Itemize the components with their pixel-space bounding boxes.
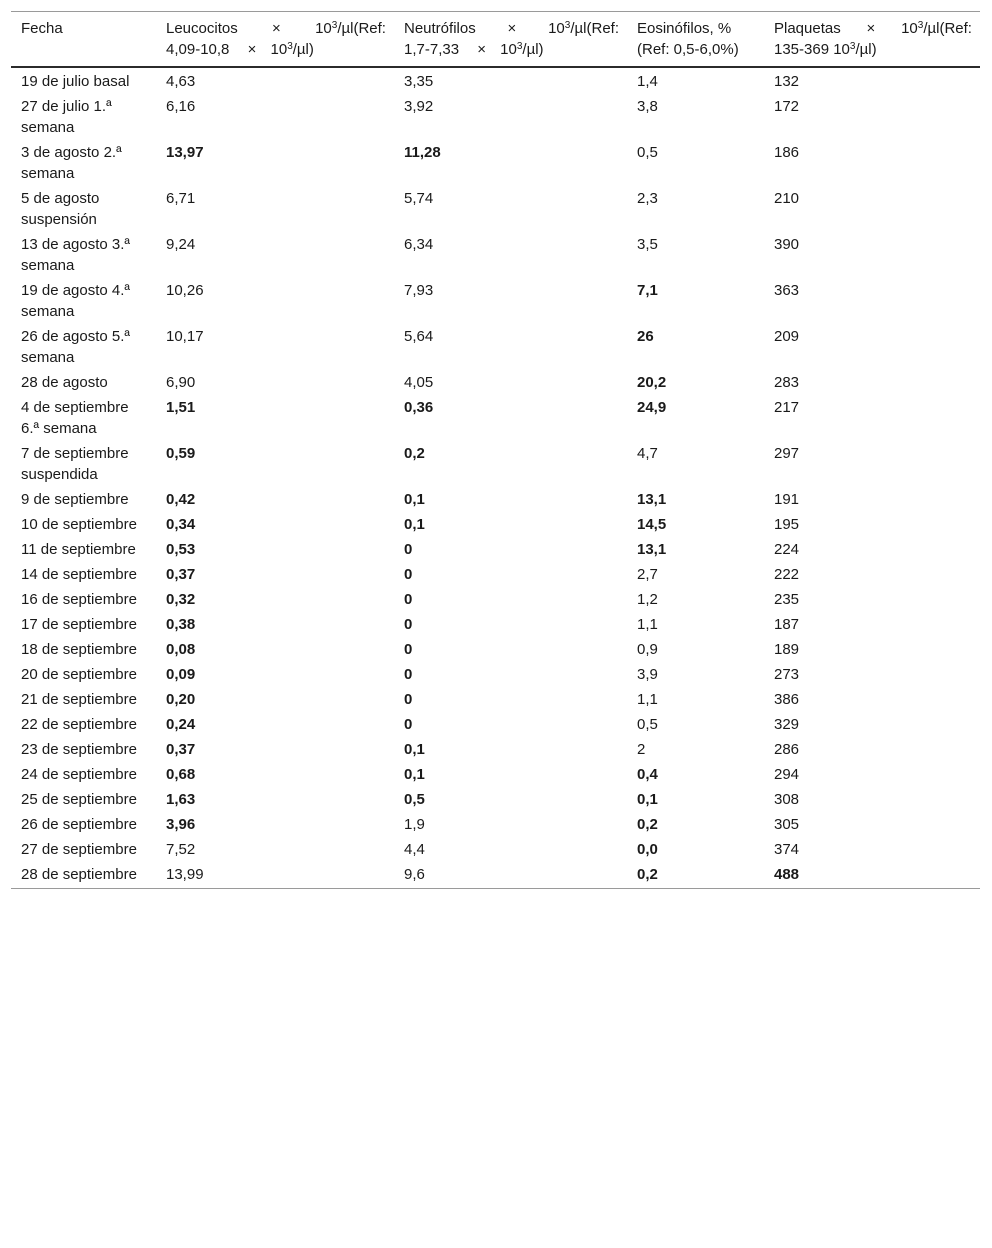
- cell-eosinofilos: 0,2: [637, 816, 658, 833]
- table-row: [11, 735, 980, 760]
- header-neutrofilos-ref-base: 10: [500, 41, 517, 58]
- cell-neutrofilos: 4,05: [404, 374, 434, 391]
- table-row: [11, 510, 980, 535]
- cell-leucocitos: 13,97: [166, 144, 204, 161]
- cell-fecha: 24 de septiembre: [21, 766, 137, 783]
- cell-fecha: 21 de septiembre: [21, 691, 137, 708]
- header-neutrofilos-ref: 1,7-7,33: [404, 41, 460, 58]
- cell-eosinofilos: 24,9: [637, 399, 667, 416]
- table-row: [11, 485, 980, 510]
- cell-plaquetas: 297: [774, 445, 800, 462]
- cell-fecha: 13 de agosto 3.ª semana: [21, 236, 130, 274]
- cell-neutrofilos: 9,6: [404, 866, 425, 883]
- cell-neutrofilos: 3,35: [404, 73, 434, 90]
- header-plaquetas: [764, 12, 980, 68]
- cell-neutrofilos: 3,92: [404, 98, 434, 115]
- table-row: [11, 660, 980, 685]
- cell-fecha: 10 de septiembre: [21, 516, 137, 533]
- cell-neutrofilos: 4,4: [404, 841, 425, 858]
- cell-neutrofilos: 0,1: [404, 516, 425, 533]
- cell-fecha: 27 de julio 1.ª semana: [21, 98, 112, 136]
- table-row: [11, 276, 980, 322]
- cell-leucocitos: 0,37: [166, 741, 196, 758]
- cell-fecha: 17 de septiembre: [21, 616, 137, 633]
- cell-plaquetas: 187: [774, 616, 800, 633]
- cell-eosinofilos: 13,1: [637, 541, 667, 558]
- table-row: [11, 322, 980, 368]
- header-plaquetas-tail: /µl(Ref:: [923, 20, 972, 37]
- cell-leucocitos: 0,20: [166, 691, 196, 708]
- header-eosinofilos-label: Eosinófilos, %: [637, 20, 732, 37]
- cell-fecha: 28 de agosto: [21, 374, 108, 391]
- header-plaquetas-exp: 3: [917, 20, 924, 31]
- cell-fecha: 4 de septiembre 6.ª semana: [21, 399, 129, 437]
- table-row: [11, 635, 980, 660]
- cell-eosinofilos: 20,2: [637, 374, 667, 391]
- cell-plaquetas: 222: [774, 566, 800, 583]
- header-leucocitos-ref: 4,09-10,8: [166, 41, 230, 58]
- cell-eosinofilos: 1,1: [637, 616, 658, 633]
- cell-eosinofilos: 14,5: [637, 516, 667, 533]
- cell-eosinofilos: 3,5: [637, 236, 658, 253]
- cell-eosinofilos: 0,0: [637, 841, 658, 858]
- table-row: [11, 760, 980, 785]
- header-leucocitos: [156, 12, 394, 68]
- header-fecha-label: Fecha: [21, 20, 63, 37]
- header-leucocitos-ref-tail: /µl): [292, 41, 314, 58]
- header-neutrofilos-label: Neutrófilos: [404, 20, 476, 37]
- cell-plaquetas: 235: [774, 591, 800, 608]
- cell-plaquetas: 386: [774, 691, 800, 708]
- cell-plaquetas: 172: [774, 98, 800, 115]
- cell-neutrofilos: 1,9: [404, 816, 425, 833]
- cell-eosinofilos: 1,2: [637, 591, 658, 608]
- cell-plaquetas: 132: [774, 73, 800, 90]
- cell-leucocitos: 9,24: [166, 236, 196, 253]
- lab-results-table-container: [11, 11, 980, 889]
- table-row: [11, 860, 980, 889]
- cell-fecha: 3 de agosto 2.ª semana: [21, 144, 122, 182]
- cell-plaquetas: 374: [774, 841, 800, 858]
- cell-neutrofilos: 7,93: [404, 282, 434, 299]
- header-row: [11, 12, 980, 68]
- cell-leucocitos: 0,42: [166, 491, 196, 508]
- cell-fecha: 16 de septiembre: [21, 591, 137, 608]
- table-row: [11, 835, 980, 860]
- cell-plaquetas: 273: [774, 666, 800, 683]
- cell-leucocitos: 0,24: [166, 716, 196, 733]
- cell-eosinofilos: 26: [637, 328, 654, 345]
- cell-eosinofilos: 4,7: [637, 445, 658, 462]
- cell-plaquetas: 488: [774, 866, 800, 883]
- cell-plaquetas: 189: [774, 641, 800, 658]
- cell-leucocitos: 0,09: [166, 666, 196, 683]
- cell-fecha: 26 de septiembre: [21, 816, 137, 833]
- header-neutrofilos-ref-times: ×: [477, 41, 486, 58]
- cell-eosinofilos: 0,5: [637, 716, 658, 733]
- cell-eosinofilos: 1,4: [637, 73, 658, 90]
- table-row: [11, 92, 980, 138]
- header-leucocitos-ref-exp: 3: [287, 41, 293, 52]
- cell-eosinofilos: 2,7: [637, 566, 658, 583]
- cell-plaquetas: 363: [774, 282, 800, 299]
- header-neutrofilos-ref-tail: /µl): [522, 41, 544, 58]
- cell-neutrofilos: 0,1: [404, 491, 425, 508]
- cell-fecha: 20 de septiembre: [21, 666, 137, 683]
- table-row: [11, 138, 980, 184]
- cell-fecha: 28 de septiembre: [21, 866, 137, 883]
- cell-neutrofilos: 0: [404, 616, 413, 633]
- cell-neutrofilos: 0: [404, 641, 413, 658]
- header-neutrofilos-tail: /µl(Ref:: [570, 20, 619, 37]
- cell-neutrofilos: 0: [404, 566, 413, 583]
- table-row: [11, 67, 980, 92]
- cell-plaquetas: 191: [774, 491, 800, 508]
- cell-leucocitos: 3,96: [166, 816, 196, 833]
- cell-neutrofilos: 0: [404, 541, 413, 558]
- cell-leucocitos: 13,99: [166, 866, 204, 883]
- cell-leucocitos: 0,37: [166, 566, 196, 583]
- cell-neutrofilos: 6,34: [404, 236, 434, 253]
- table-row: [11, 710, 980, 735]
- cell-leucocitos: 0,32: [166, 591, 196, 608]
- cell-leucocitos: 10,26: [166, 282, 204, 299]
- cell-leucocitos: 1,51: [166, 399, 196, 416]
- header-plaquetas-times: ×: [866, 20, 876, 37]
- header-leucocitos-base: 10: [315, 20, 332, 37]
- cell-fecha: 19 de agosto 4.ª semana: [21, 282, 130, 320]
- cell-neutrofilos: 0: [404, 716, 413, 733]
- cell-plaquetas: 305: [774, 816, 800, 833]
- cell-fecha: 22 de septiembre: [21, 716, 137, 733]
- table-row: [11, 560, 980, 585]
- cell-leucocitos: 0,34: [166, 516, 196, 533]
- cell-eosinofilos: 3,9: [637, 666, 658, 683]
- header-fecha: [11, 12, 156, 68]
- cell-plaquetas: 308: [774, 791, 800, 808]
- cell-plaquetas: 390: [774, 236, 800, 253]
- cell-neutrofilos: 5,74: [404, 190, 434, 207]
- header-plaquetas-label: Plaquetas: [774, 20, 841, 37]
- header-eosinofilos-ref: (Ref: 0,5-6,0%): [637, 41, 739, 58]
- table-row: [11, 230, 980, 276]
- cell-fecha: 27 de septiembre: [21, 841, 137, 858]
- cell-leucocitos: 10,17: [166, 328, 204, 345]
- cell-leucocitos: 7,52: [166, 841, 196, 858]
- cell-eosinofilos: 0,1: [637, 791, 658, 808]
- table-row: [11, 810, 980, 835]
- cell-plaquetas: 186: [774, 144, 800, 161]
- cell-eosinofilos: 0,9: [637, 641, 658, 658]
- cell-fecha: 23 de septiembre: [21, 741, 137, 758]
- header-neutrofilos-base: 10: [548, 20, 565, 37]
- cell-neutrofilos: 0: [404, 591, 413, 608]
- table-row: [11, 685, 980, 710]
- cell-neutrofilos: 0,2: [404, 445, 425, 462]
- header-neutrofilos-exp: 3: [564, 20, 571, 31]
- table-row: [11, 368, 980, 393]
- cell-plaquetas: 224: [774, 541, 800, 558]
- cell-leucocitos: 6,71: [166, 190, 196, 207]
- cell-eosinofilos: 0,2: [637, 866, 658, 883]
- cell-neutrofilos: 0,1: [404, 766, 425, 783]
- cell-fecha: 11 de septiembre: [21, 541, 136, 558]
- cell-eosinofilos: 3,8: [637, 98, 658, 115]
- cell-leucocitos: 1,63: [166, 791, 196, 808]
- cell-leucocitos: 0,53: [166, 541, 196, 558]
- cell-plaquetas: 294: [774, 766, 800, 783]
- header-plaquetas-ref-tail: /µl): [855, 41, 877, 58]
- cell-leucocitos: 6,90: [166, 374, 196, 391]
- cell-leucocitos: 0,08: [166, 641, 196, 658]
- cell-fecha: 25 de septiembre: [21, 791, 137, 808]
- cell-eosinofilos: 2: [637, 741, 646, 758]
- cell-fecha: 5 de agosto suspensión: [21, 190, 100, 228]
- header-plaquetas-base: 10: [901, 20, 918, 37]
- table-body: [11, 67, 980, 889]
- cell-fecha: 14 de septiembre: [21, 566, 137, 583]
- cell-eosinofilos: 7,1: [637, 282, 658, 299]
- header-neutrofilos-times: ×: [507, 20, 517, 37]
- header-plaquetas-ref: 135-369 10: [774, 41, 850, 58]
- cell-neutrofilos: 0,36: [404, 399, 434, 416]
- cell-neutrofilos: 11,28: [404, 144, 441, 161]
- cell-eosinofilos: 1,1: [637, 691, 658, 708]
- cell-fecha: 7 de septiembre suspendida: [21, 445, 129, 483]
- cell-neutrofilos: 0: [404, 691, 413, 708]
- header-leucocitos-ref-times: ×: [247, 41, 257, 58]
- cell-fecha: 19 de julio basal: [21, 73, 130, 90]
- header-eosinofilos: [627, 12, 764, 68]
- header-leucocitos-tail: /µl(Ref:: [337, 20, 386, 37]
- header-leucocitos-exp: 3: [331, 20, 338, 31]
- lab-results-table: [11, 11, 980, 889]
- cell-eosinofilos: 2,3: [637, 190, 658, 207]
- cell-plaquetas: 329: [774, 716, 800, 733]
- header-neutrofilos: [394, 12, 627, 68]
- header-neutrofilos-ref-exp: 3: [516, 41, 523, 52]
- cell-plaquetas: 195: [774, 516, 800, 533]
- header-leucocitos-times: ×: [272, 20, 281, 37]
- cell-neutrofilos: 0,5: [404, 791, 425, 808]
- cell-leucocitos: 4,63: [166, 73, 196, 90]
- cell-fecha: 18 de septiembre: [21, 641, 137, 658]
- cell-leucocitos: 0,68: [166, 766, 196, 783]
- cell-eosinofilos: 13,1: [637, 491, 667, 508]
- cell-leucocitos: 0,59: [166, 445, 196, 462]
- cell-plaquetas: 283: [774, 374, 800, 391]
- header-plaquetas-ref-exp: 3: [849, 41, 856, 52]
- table-row: [11, 785, 980, 810]
- table-row: [11, 184, 980, 230]
- header-leucocitos-ref-base: 10: [270, 41, 288, 58]
- table-header: [11, 12, 980, 68]
- cell-fecha: 26 de agosto 5.ª semana: [21, 328, 130, 366]
- cell-fecha: 9 de septiembre: [21, 491, 129, 508]
- cell-neutrofilos: 0: [404, 666, 413, 683]
- table-row: [11, 393, 980, 439]
- cell-neutrofilos: 5,64: [404, 328, 434, 345]
- cell-plaquetas: 210: [774, 190, 800, 207]
- cell-plaquetas: 217: [774, 399, 800, 416]
- cell-eosinofilos: 0,4: [637, 766, 658, 783]
- cell-neutrofilos: 0,1: [404, 741, 425, 758]
- cell-plaquetas: 286: [774, 741, 800, 758]
- cell-plaquetas: 209: [774, 328, 800, 345]
- table-row: [11, 610, 980, 635]
- table-row: [11, 585, 980, 610]
- header-leucocitos-label: Leucocitos: [166, 20, 238, 37]
- cell-leucocitos: 6,16: [166, 98, 196, 115]
- table-row: [11, 535, 980, 560]
- table-row: [11, 439, 980, 485]
- cell-eosinofilos: 0,5: [637, 144, 658, 161]
- cell-leucocitos: 0,38: [166, 616, 196, 633]
